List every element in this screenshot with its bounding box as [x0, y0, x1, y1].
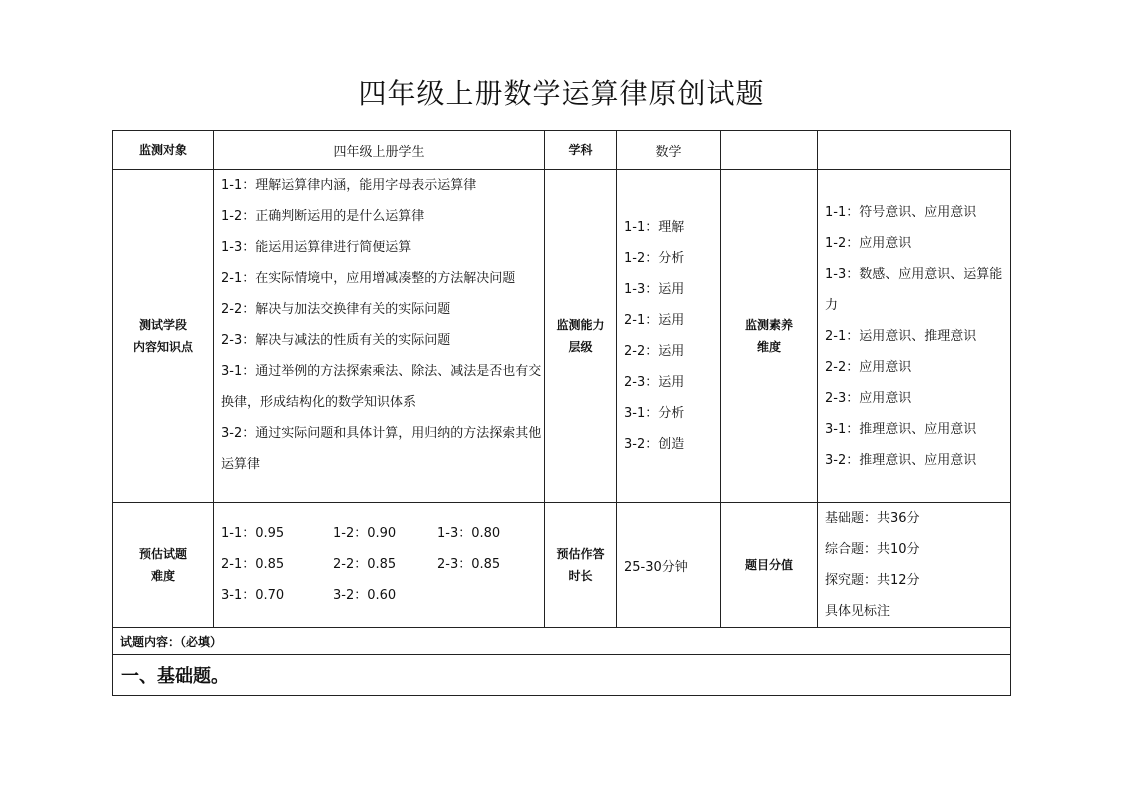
- difficulty-value: 2-1：0.85: [221, 556, 285, 572]
- ability-item: 3-2：创造: [624, 437, 685, 452]
- score-item: 基础题：共36分: [825, 511, 920, 526]
- duration-label-line2: 时长: [568, 569, 593, 583]
- ability-item: 2-2：运用: [624, 344, 685, 359]
- ability-item: 3-1：分析: [624, 406, 685, 421]
- knowledge-item: 3-2：通过实际问题和具体计算，用归纳的方法探索其他运算律: [221, 426, 542, 472]
- literacy-item: 1-2：应用意识: [825, 235, 912, 251]
- difficulty-row: [221, 518, 544, 549]
- difficulty-value: 3-1：0.70: [221, 587, 285, 603]
- literacy-item: 2-1：运用意识、推理意识: [825, 328, 977, 344]
- difficulty-value: 2-3：0.85: [437, 556, 501, 572]
- difficulty-value: 1-3：0.80: [437, 525, 501, 541]
- literacy-label-line2: 维度: [756, 340, 781, 354]
- knowledge-list: [214, 170, 544, 480]
- ability-label: [545, 170, 617, 503]
- difficulty-row: [221, 580, 544, 611]
- literacy-list: [818, 197, 1010, 476]
- content-note: 试题内容：（必填）: [113, 628, 1011, 655]
- literacy-label-line1: 监测素养: [744, 318, 793, 332]
- score-item: 探究题：共12分: [825, 573, 920, 588]
- course-value: 数学: [617, 131, 721, 170]
- empty-cell: [818, 131, 1011, 170]
- literacy-dimensions: [818, 170, 1011, 503]
- ability-item: 2-3：运用: [624, 375, 685, 390]
- score-label: 题目分值: [721, 503, 818, 628]
- difficulty-values: [214, 503, 545, 628]
- knowledge-item: 1-2：正确判断运用的是什么运算律: [221, 209, 425, 224]
- knowledge-item: 3-1：通过举例的方法探索乘法、除法、减法是否也有交换律，形成结构化的数学知识体系: [221, 364, 542, 410]
- ability-item: 1-1：理解: [624, 220, 685, 235]
- knowledge-points: [214, 170, 545, 503]
- literacy-item: 3-1：推理意识、应用意识: [825, 421, 977, 437]
- difficulty-value: 1-2：0.90: [333, 525, 397, 541]
- difficulty-row: [221, 549, 544, 580]
- literacy-label: [721, 170, 818, 503]
- knowledge-label-line1: 测试学段: [138, 318, 187, 332]
- empty-cell: [721, 131, 818, 170]
- ability-item: 2-1：运用: [624, 313, 685, 328]
- literacy-item: 1-3：数感、应用意识、运算能力: [825, 266, 1003, 313]
- score-item: 综合题：共10分: [825, 542, 920, 557]
- subject-value: 四年级上册学生: [214, 131, 545, 170]
- duration-value: 25-30分钟: [617, 503, 721, 628]
- difficulty-value: 2-2：0.85: [333, 556, 397, 572]
- knowledge-item: 2-2：解决与加法交换律有关的实际问题: [221, 302, 451, 317]
- knowledge-item: 1-3：能运用运算律进行简便运算: [221, 240, 412, 255]
- knowledge-item: 2-1：在实际情境中，应用增减凑整的方法解决问题: [221, 271, 516, 286]
- ability-item: 1-2：分析: [624, 251, 685, 266]
- knowledge-label-line2: 内容知识点: [132, 340, 193, 354]
- ability-list: [617, 212, 720, 460]
- section-heading: 一、基础题。: [113, 655, 1011, 696]
- difficulty-value: 1-1：0.95: [221, 525, 285, 541]
- difficulty-label: [113, 503, 214, 628]
- ability-label-line2: 层级: [568, 340, 593, 354]
- literacy-item: 1-1：符号意识、应用意识: [825, 204, 977, 220]
- duration-label: [545, 503, 617, 628]
- course-label: 学科: [545, 131, 617, 170]
- difficulty-value: 3-2：0.60: [333, 587, 397, 603]
- score-list: [818, 503, 1010, 627]
- literacy-item: 3-2：推理意识、应用意识: [825, 452, 977, 468]
- exam-info-table: [112, 130, 1011, 696]
- literacy-item: 2-2：应用意识: [825, 359, 912, 375]
- knowledge-item: 2-3：解决与减法的性质有关的实际问题: [221, 333, 451, 348]
- subject-label: 监测对象: [113, 131, 214, 170]
- difficulty-label-line1: 预估试题: [138, 547, 187, 561]
- ability-item: 1-3：运用: [624, 282, 685, 297]
- ability-levels: [617, 170, 721, 503]
- knowledge-label: [113, 170, 214, 503]
- ability-label-line1: 监测能力: [556, 318, 605, 332]
- knowledge-item: 1-1：理解运算律内涵，能用字母表示运算律: [221, 178, 477, 193]
- duration-label-line1: 预估作答: [556, 547, 605, 561]
- score-item: 具体见标注: [825, 604, 891, 619]
- score-values: [818, 503, 1011, 628]
- difficulty-label-line2: 难度: [150, 569, 175, 583]
- literacy-item: 2-3：应用意识: [825, 390, 912, 406]
- page-title: 四年级上册数学运算律原创试题: [358, 77, 765, 110]
